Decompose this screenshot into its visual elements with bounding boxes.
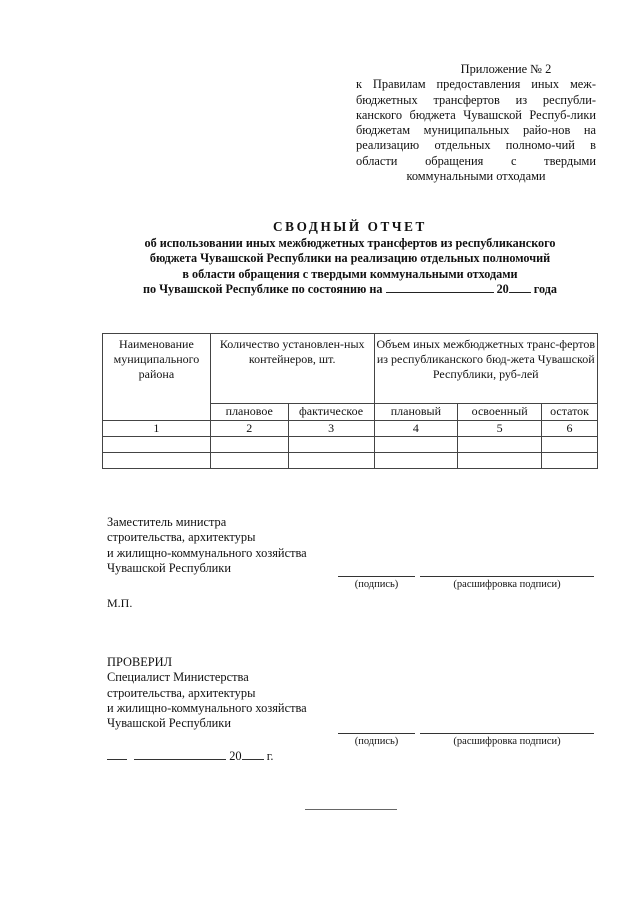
day-blank	[107, 748, 127, 760]
appendix-text: к Правилам предоставления иных меж-бюджетных трансфертов из республи-канского бюджета Чувашской Респуб-лики бюджетам муниципальных райо-нов на реализацию отдельных полномо-чий в области обращения с твердыми коммунальными отходами	[356, 77, 596, 184]
signature-line	[338, 576, 415, 577]
report-subtitle	[100, 236, 600, 298]
footnote-rule	[305, 809, 397, 810]
table-cell	[288, 453, 374, 469]
column-number: 2	[210, 421, 288, 437]
signer-line: Заместитель министра	[107, 515, 227, 529]
decode-line	[420, 576, 594, 577]
table-cell	[288, 437, 374, 453]
table-cell	[103, 453, 211, 469]
stamp-place: М.П.	[107, 596, 133, 610]
signer-line: Специалист Министерства	[107, 670, 249, 685]
header-volume: Объем иных межбюджетных транс-фертов из республиканского бюд-жета Чувашской Республики, руб-лей	[374, 334, 598, 404]
report-title: СВОДНЫЙ ОТЧЕТ	[273, 219, 427, 234]
table-row	[103, 437, 598, 453]
table-cell	[210, 437, 288, 453]
table-cell	[542, 453, 598, 469]
decode-line	[420, 733, 594, 734]
signature-caption: (подпись)	[354, 579, 399, 590]
month-blank	[134, 748, 226, 760]
signer-line: строительства, архитектуры	[107, 530, 256, 545]
subheader-used: освоенный	[458, 404, 542, 421]
table-cell	[103, 437, 211, 453]
column-number: 5	[458, 421, 542, 437]
signer-line: Чувашской Республики	[107, 716, 231, 731]
signature-block-checked	[107, 655, 307, 731]
subheader-actual: фактическое	[288, 404, 374, 421]
appendix-number: Приложение № 2	[460, 62, 552, 76]
table-cell	[458, 437, 542, 453]
subtitle-line: в области обращения с твердыми коммунальными отходами	[182, 266, 518, 281]
decode-caption: (расшифровка подписи)	[453, 579, 561, 590]
year-blank	[509, 282, 531, 293]
checked-label: ПРОВЕРИЛ	[107, 655, 173, 669]
report-table	[102, 333, 598, 469]
year-blank	[242, 748, 264, 760]
column-number: 3	[288, 421, 374, 437]
subheader-plan: плановый	[374, 404, 458, 421]
signer-line: Чувашской Республики	[107, 560, 231, 575]
subtitle-line-date: по Чувашской Республике по состоянию на 20 года	[142, 282, 558, 297]
column-number: 1	[103, 421, 211, 437]
subheader-planned: плановое	[210, 404, 288, 421]
column-number: 4	[374, 421, 458, 437]
decode-caption: (расшифровка подписи)	[453, 736, 561, 747]
table-row	[103, 453, 598, 469]
subtitle-line: об использовании иных межбюджетных трансфертов из республиканского	[144, 236, 556, 250]
date-blank	[386, 282, 494, 293]
column-number: 6	[542, 421, 598, 437]
table-cell	[374, 437, 458, 453]
signature-caption: (подпись)	[354, 736, 399, 747]
signature-line	[338, 733, 415, 734]
table-cell	[210, 453, 288, 469]
signer-line: строительства, архитектуры	[107, 685, 256, 700]
date-line: 20 г.	[107, 748, 274, 764]
table-cell	[458, 453, 542, 469]
signer-line: и жилищно-коммунального хозяйства	[107, 545, 307, 560]
signer-line: и жилищно-коммунального хозяйства	[107, 700, 307, 715]
subheader-rest: остаток	[542, 404, 598, 421]
signature-block-deputy	[107, 515, 307, 576]
header-district: Наименование муниципального района	[103, 334, 211, 421]
subtitle-line: бюджета Чувашской Республики на реализацию отдельных полномочий	[149, 251, 551, 266]
header-containers: Количество установлен-ных контейнеров, шт.	[210, 334, 374, 404]
appendix-block	[356, 62, 596, 184]
table-cell	[542, 437, 598, 453]
table-cell	[374, 453, 458, 469]
